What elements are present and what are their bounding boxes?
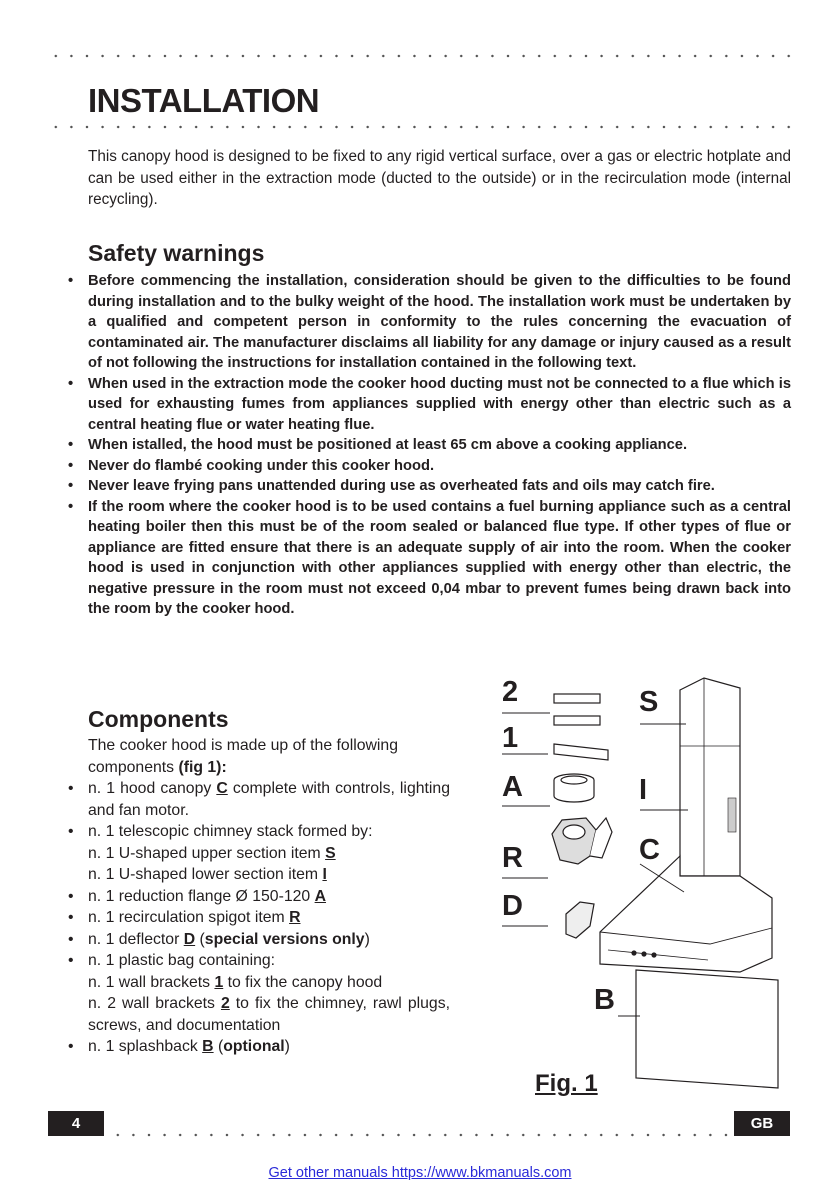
- manuals-link[interactable]: Get other manuals https://www.bkmanuals.com: [268, 1165, 572, 1181]
- label-a: A: [502, 771, 523, 803]
- safety-warnings-list: [88, 271, 791, 620]
- wall-bracket-2-upper-icon: [554, 694, 600, 703]
- components-figure: [490, 668, 790, 1108]
- list-item: • Never do flambé cooking under this cooker hood.: [88, 456, 791, 477]
- list-item: • n. 1 telescopic chimney stack formed by: n. 1 U-shaped upper section item S n. 1 U-shaped lower section item I: [88, 821, 450, 886]
- page-title: INSTALLATION: [88, 82, 320, 119]
- label-2: 2: [502, 676, 519, 708]
- label-b: B: [594, 984, 615, 1016]
- list-item: • n. 1 splashback B (optional): [88, 1036, 450, 1058]
- label-c: C: [639, 834, 660, 866]
- intro-paragraph: This canopy hood is designed to be fixed to any rigid vertical surface, over a gas or electric hotplate and can be used either in the extraction mode (ducted to the outside) or in the recirculation mode (internal recycling).: [88, 148, 791, 208]
- list-item: • n. 1 deflector D (special versions only): [88, 929, 450, 951]
- list-item: • n. 1 hood canopy C complete with controls, lighting and fan motor.: [88, 778, 450, 821]
- label-r: R: [502, 842, 523, 874]
- hood-exploded-drawing: [490, 668, 790, 1108]
- list-item: • n. 1 recirculation spigot item R: [88, 907, 450, 929]
- label-i: I: [639, 774, 648, 806]
- label-s: S: [639, 686, 659, 718]
- wall-bracket-2-lower-icon: [554, 716, 600, 725]
- components-list: [88, 778, 450, 1058]
- components-heading: Components: [88, 706, 229, 732]
- list-item: • Before commencing the installation, consideration should be given to the difficulties to be found during installation and to the bulky weight of the hood. The installation work must be undertaken by a qualified and competent person in conformity to the rules concerning the evacuation of contaminated air. The manufacturer disclaims all liability for any damage or injury caused as a result of not following the instructions for installation contained in the following text.: [88, 271, 791, 374]
- components-intro: The cooker hood is made up of the following components (fig 1):: [88, 737, 398, 776]
- label-1: 1: [502, 722, 519, 754]
- list-item: • n. 1 reduction flange Ø 150-120 A: [88, 886, 450, 908]
- label-d: D: [502, 890, 523, 922]
- wall-bracket-1-icon: [554, 744, 608, 760]
- list-item: • If the room where the cooker hood is to be used contains a fuel burning appliance such as a central heating boiler then this must be of the room sealed or balanced flue type. If other types of flue or appliance are fitted ensure that there is an adequate supply of air into the room. When the cooker hood is used in conjunction with other appliances supplied with energy other than electric, the negative pressure in the room must not exceed 0,04 mbar to prevent fumes being drawn back into the room by the cooker hood.: [88, 497, 791, 620]
- footer-dotted-rule: [110, 1133, 730, 1137]
- list-item: • Never leave frying pans unattended during use as overheated fats and oils may catch fire.: [88, 476, 791, 497]
- figure-caption: Fig. 1: [535, 1070, 598, 1097]
- deflector-icon: [566, 902, 594, 938]
- language-badge: GB: [734, 1111, 790, 1136]
- list-item: • When istalled, the hood must be positioned at least 65 cm above a cooking appliance.: [88, 435, 791, 456]
- page-number: 4: [48, 1111, 104, 1136]
- chimney-stack-icon: [680, 678, 740, 876]
- list-item: • When used in the extraction mode the cooker hood ducting must not be connected to a flue which is used for exhausting fumes from appliances supplied with energy other than electric such as a central heating flue or water heating flue.: [88, 374, 791, 436]
- title-dotted-rule: [48, 125, 792, 129]
- list-item: • n. 1 plastic bag containing: n. 1 wall brackets 1 to fix the canopy hood n. 2 wall brackets 2 to fix the chimney, rawl plugs, screws, and documentation: [88, 950, 450, 1036]
- safety-heading: Safety warnings: [88, 240, 265, 266]
- splashback-icon: [636, 970, 778, 1088]
- top-dotted-rule: [48, 54, 792, 58]
